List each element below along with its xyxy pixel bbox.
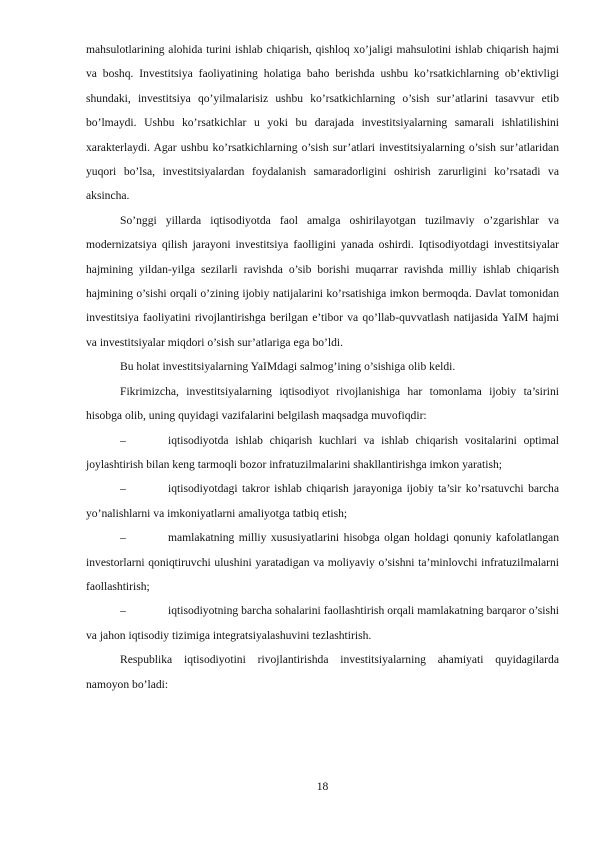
paragraph-gdp-share: Bu holat investitsiyalarning YaIMdagi salmog’ining o’sishiga olib keldi.: [120, 360, 456, 374]
paragraph-tasks-intro: Fikrimizcha, investitsiyalarning iqtisodiyot rivojlanishiga har tomonlama ijobiy ta’sirini hisobga olib, uning quyidagi vazifalarini belgilash maqsadga muvofiqdir:: [86, 384, 559, 423]
paragraph-closing: Respublika iqtisodiyotini rivojlantirishda investitsiyalarning ahamiyati quyidagilarda namoyon bo’ladi:: [86, 653, 559, 691]
list-item-text: mamlakatning milliy xususiyatlarini hisobga olgan holdagi qonuniy kafolatlangan investorlarni qoniqtiruvchi ulushini yaratadigan va moliyaviy o’sishni ta’minlovchi infratuzilmalarni faollashtirish;: [86, 531, 559, 593]
list-item-text: iqtisodiyotda ishlab chiqarish kuchlari va ishlab chiqarish vositalarini optimal joylashtirish bilan keng tarmoqli bozor infratuzilmalarini shakllantirishga imkon yaratish;: [86, 433, 559, 471]
list-item: [86, 526, 559, 599]
list-item: [86, 599, 559, 648]
dash-marker: –: [120, 433, 126, 447]
document-page: [86, 38, 559, 697]
dash-marker: –: [120, 482, 126, 496]
dash-marker: –: [120, 604, 126, 618]
list-item-text: iqtisodiyotdagi takror ishlab chiqarish jarayoniga ijobiy ta’sir ko’rsatuvchi barcha yo’nalishlarni va imkoniyatlarni amaliyotga tatbiq etish;: [86, 482, 559, 520]
paragraph-continuation: mahsulotlarining alohida turini ishlab chiqarish, qishloq xo’jaligi mahsulotini ishlab chiqarish hajmi va boshq. Investitsiya faoliyatining holatiga baho berishda ushbu ko’rsatkichlarning ob’ektivligi shundaki, investitsiya qo’yilmalarisiz ushbu ko’rsatkichlarning o’sish sur’atlarini tasavvur etib bo’lmaydi. Ushbu ko’rsatkichlar u yoki bu darajada investitsiyalarning samarali ishlatilishini xarakterlaydi. Agar ushbu ko’rsatkichlarning o’sish sur’atlari investitsiyalarning o’sish sur’atlaridan yuqori bo’lsa, investitsiyalardan foydalanish samaradorligini oshirish zarurligini ko’rsatadi va aksincha.: [86, 43, 559, 203]
paragraph-structural-changes: So’nggi yillarda iqtisodiyotda faol amalga oshirilayotgan tuzilmaviy o’zgarishlar va modernizatsiya qilish jarayoni investitsiya faolligini yanada oshirdi. Iqtisodiyotdagi investitsiyalar hajmining yildan-yilga sezilarli ravishda o’sib borishi muqarrar ravishda milliy ishlab chiqarish hajmining o’sishi orqali o’zining ijobiy natijalarini ko’rsatishiga imkon bermoqda. Davlat tomonidan investitsiya faoliyatini rivojlantirishga berilgan e’tibor va qo’llab-quvvatlash natijasida YaIM hajmi va investitsiyalar miqdori o’sish sur’atlariga ega bo’ldi.: [86, 213, 559, 349]
page-number: 18: [316, 780, 329, 793]
list-item: [86, 477, 559, 526]
list-item: [86, 429, 559, 478]
list-item-text: iqtisodiyotning barcha sohalarini faollashtirish orqali mamlakatning barqaror o’sishi va jahon iqtisodiy tizimiga integratsiyalashuvini tezlashtirish.: [86, 604, 559, 642]
dash-marker: –: [120, 531, 126, 545]
